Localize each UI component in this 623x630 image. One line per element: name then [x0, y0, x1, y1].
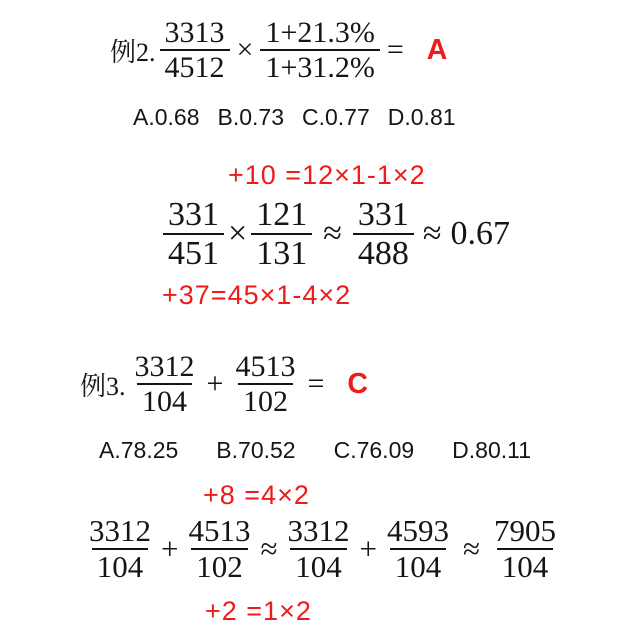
example2-problem: [110, 16, 447, 84]
denominator: 451: [163, 233, 224, 272]
fraction-3312-104: [283, 514, 355, 584]
denominator: 131: [251, 233, 312, 272]
denominator: 104: [497, 548, 554, 584]
denominator: 102: [238, 383, 293, 418]
fraction-4513-102: [230, 350, 300, 418]
numerator: 331: [357, 196, 409, 233]
numerator: 7905: [494, 513, 556, 548]
approx-sign: ≈: [323, 215, 342, 253]
example2-note-bottom: [162, 280, 351, 311]
example2-choices: [133, 104, 474, 131]
example2-label: 例2.: [110, 37, 156, 67]
numerator: 121: [256, 196, 308, 233]
annotation-text: +10 =12×1-1×2: [228, 160, 426, 190]
annotation-text: +2 =1×2: [205, 596, 312, 626]
denominator: 102: [191, 548, 248, 584]
example3-label: 例3.: [80, 371, 126, 401]
denominator: 488: [353, 233, 414, 272]
fraction-3312-104: [130, 350, 200, 418]
numerator: 3312: [287, 513, 350, 548]
approx-sign: ≈: [260, 531, 278, 567]
equals-sign: =: [307, 367, 325, 400]
plus-sign: +: [206, 367, 224, 400]
multiply-sign: ×: [236, 33, 254, 66]
denominator: 104: [290, 548, 347, 584]
numerator: 4513: [188, 513, 251, 548]
numerator: 4593: [386, 513, 449, 548]
example3-answer-letter: C: [347, 367, 368, 400]
choice-b: B.0.73: [217, 104, 284, 130]
choice-d: D.0.81: [387, 104, 456, 130]
example2-note-top: [228, 160, 426, 191]
numerator: 3313: [164, 16, 225, 49]
choice-a: A.0.68: [133, 104, 200, 130]
denominator: 4512: [160, 49, 230, 84]
numerator: 4513: [235, 350, 296, 383]
fraction-4513-102: [183, 514, 255, 584]
plus-sign: +: [359, 531, 377, 567]
example3-work-equation: [84, 514, 561, 584]
choice-b: B.70.52: [216, 437, 296, 463]
annotation-text: +8 =4×2: [203, 480, 310, 510]
multiply-sign: ×: [228, 215, 248, 253]
denominator: 104: [92, 548, 149, 584]
choice-c: C.0.77: [302, 104, 370, 130]
example2-answer-letter: A: [426, 33, 448, 66]
approx-sign: ≈: [422, 215, 442, 253]
denominator: 1+31.2%: [260, 49, 379, 84]
numerator: 1+21.3%: [265, 16, 375, 49]
numerator: 331: [168, 196, 219, 233]
fraction-121-131: [251, 196, 312, 273]
example2-work-equation: [163, 196, 510, 273]
approx-sign: ≈: [462, 531, 480, 567]
example3-note-top: [203, 480, 310, 511]
equals-sign: =: [386, 33, 404, 66]
numerator: 3312: [89, 513, 151, 548]
annotation-text: +37=45×1-4×2: [162, 280, 352, 310]
fraction-3312-104: [84, 514, 156, 584]
choice-a: A.78.25: [99, 437, 179, 463]
fraction-percent: [260, 16, 379, 84]
fraction-7905-104: [489, 514, 561, 584]
choice-d: D.80.11: [452, 437, 532, 463]
result-value: 0.67: [450, 215, 511, 253]
example3-choices: [99, 437, 569, 464]
choice-c: C.76.09: [333, 437, 415, 463]
fraction-4593-104: [382, 514, 454, 584]
fraction-331-451: [163, 196, 224, 273]
numerator: 3312: [134, 350, 195, 383]
plus-sign: +: [161, 531, 179, 567]
fraction-331-488: [353, 196, 414, 273]
example3-note-bottom: [205, 596, 312, 627]
example3-problem: [80, 350, 368, 418]
denominator: 104: [137, 383, 192, 418]
denominator: 104: [390, 548, 447, 584]
fraction-3313-4512: [160, 16, 230, 84]
